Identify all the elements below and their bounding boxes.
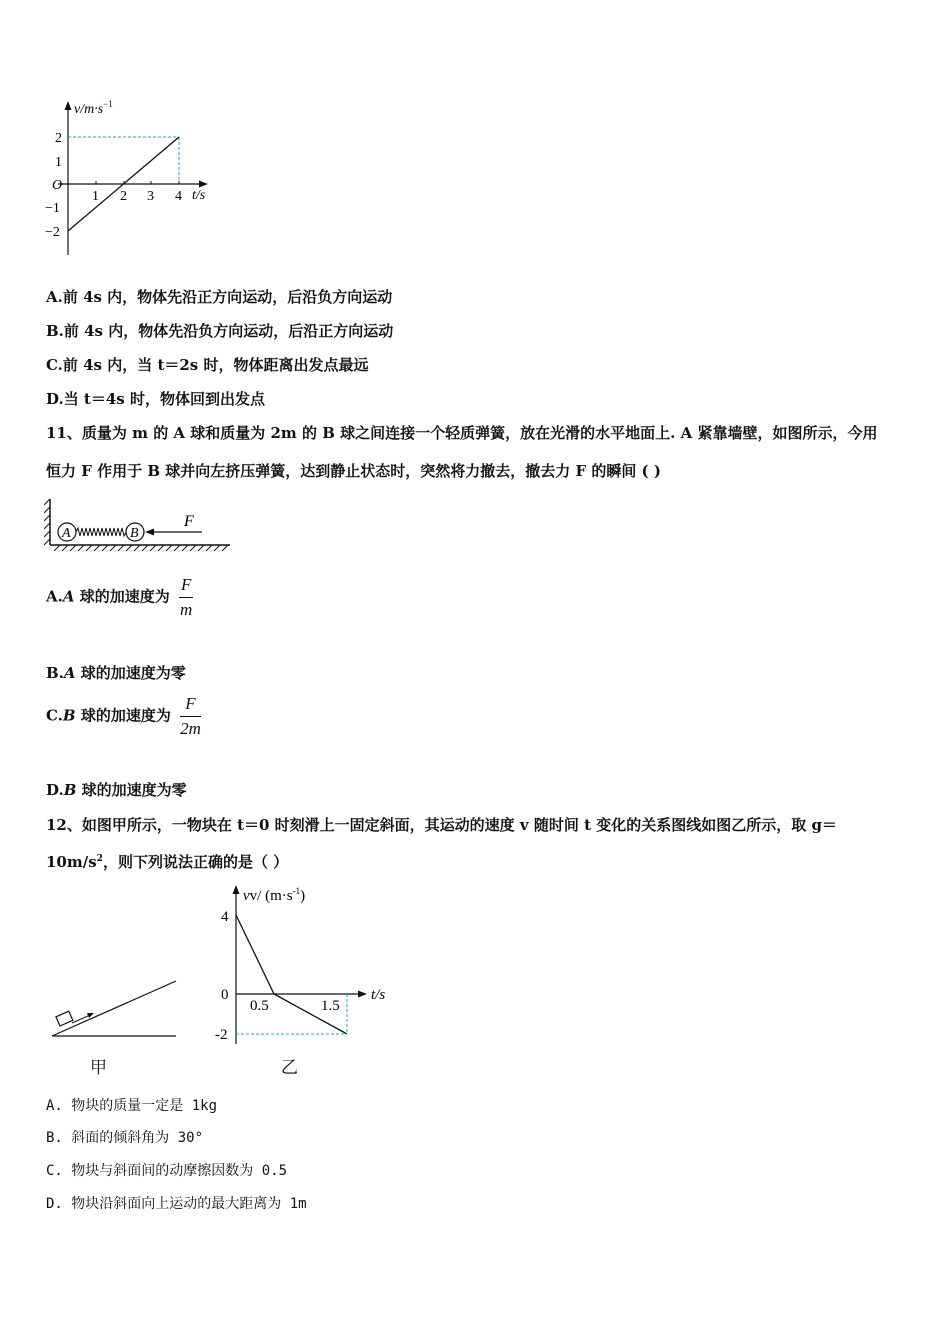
spring-figure [44,495,234,555]
graph1-ytick-neg2: −2 [45,225,60,240]
graph2-x1: 0.5 [250,998,269,1014]
graph1-y-arrow [65,101,72,110]
graph2-xlabel: t/s [371,987,386,1003]
q10-option-a: A.前 4s 内，物体先沿正方向运动，后沿负方向运动 [46,288,393,306]
graph2-data-line [236,915,347,1034]
graph1-xtick-4: 4 [175,189,182,204]
q12-stem-line1: 12、如图甲所示，一物块在 t＝0 时刻滑上一固定斜面，其运动的速度 v 随时间 t 变化的关系图线如图乙所示，取 g＝ [46,816,837,834]
graph2-y-top: 4 [221,909,229,925]
caption-yi: 乙 [281,1058,298,1078]
spring [76,528,126,536]
vt-graph-1 [40,95,230,265]
q12-option-c: C. 物块与斜面间的动摩擦因数为 0.5 [46,1163,288,1179]
graph1-xtick-1: 1 [92,189,99,204]
graph1-origin: O [52,178,63,193]
graph2-ylabel: vv/ $(m\cdot s^{-1})$ [243,886,306,904]
q10-option-c: C.前 4s 内，当 t＝2s 时，物体距离出发点最远 [46,356,369,374]
velocity-arrow [72,1015,90,1023]
q10-option-d: D.当 t＝4s 时，物体回到出发点 [46,390,265,408]
caption-jia: 甲 [90,1058,107,1078]
q12-option-b: B. 斜面的倾斜角为 30° [46,1130,204,1146]
svg-text:A: A [62,526,71,541]
fraction-f-over-2m: $\frac{F}{2m}$ [180,694,201,738]
graph1-ytick-2: 2 [55,131,62,146]
graph1-xlabel: t/s [192,188,206,203]
q11-option-c: C.B 球的加速度为 $\frac{F}{2m}$ [46,694,201,738]
graph1-xtick-2: 2 [120,189,127,204]
graph1-ylabel: $v/m\cdot s^{-1}$ [74,99,113,117]
graph1-xtick-3: 3 [147,189,154,204]
graph2-y-bottom: -2 [215,1027,228,1043]
svg-text:B: B [130,526,139,541]
graph1-ytick-1: 1 [55,155,62,170]
graph2-x2: 1.5 [321,998,340,1014]
q11-option-a: A.A 球的加速度为 $\frac{F}{m}$ [46,575,193,619]
q12-option-d: D. 物块沿斜面向上运动的最大距离为 1m [46,1196,307,1212]
force-label: F [184,513,194,530]
q11-stem-line1: 11、质量为 m 的 A 球和质量为 2m 的 B 球之间连接一个轻质弹簧，放在光滑的水平地面上. A 紧靠墙壁，如图所示，今用 [46,424,878,442]
incline-surface [52,981,176,1036]
incline-figure [44,975,184,1045]
fraction-f-over-m: $\frac{F}{m}$ [180,575,193,619]
graph1-x-arrow [199,181,208,188]
q11-option-b: B.A 球的加速度为零 [46,664,186,682]
q11-stem-line2: 恒力 F 作用于 B 球并向左挤压弹簧，达到静止状态时，突然将力撤去，撤去力 F 的瞬间 ( ) [46,462,661,480]
block [56,1011,73,1026]
graph2-origin: 0 [221,987,229,1003]
vt-graph-2 [205,878,405,1048]
q11-option-d: D.B 球的加速度为零 [46,781,187,799]
graph1-ytick-neg1: −1 [45,201,60,216]
q12-option-a: A. 物块的质量一定是 1kg [46,1098,218,1114]
q12-stem-line2: $10m/s^2$，则下列说法正确的是（ ） [46,853,289,871]
q10-option-b: B.前 4s 内，物体先沿负方向运动，后沿正方向运动 [46,322,394,340]
